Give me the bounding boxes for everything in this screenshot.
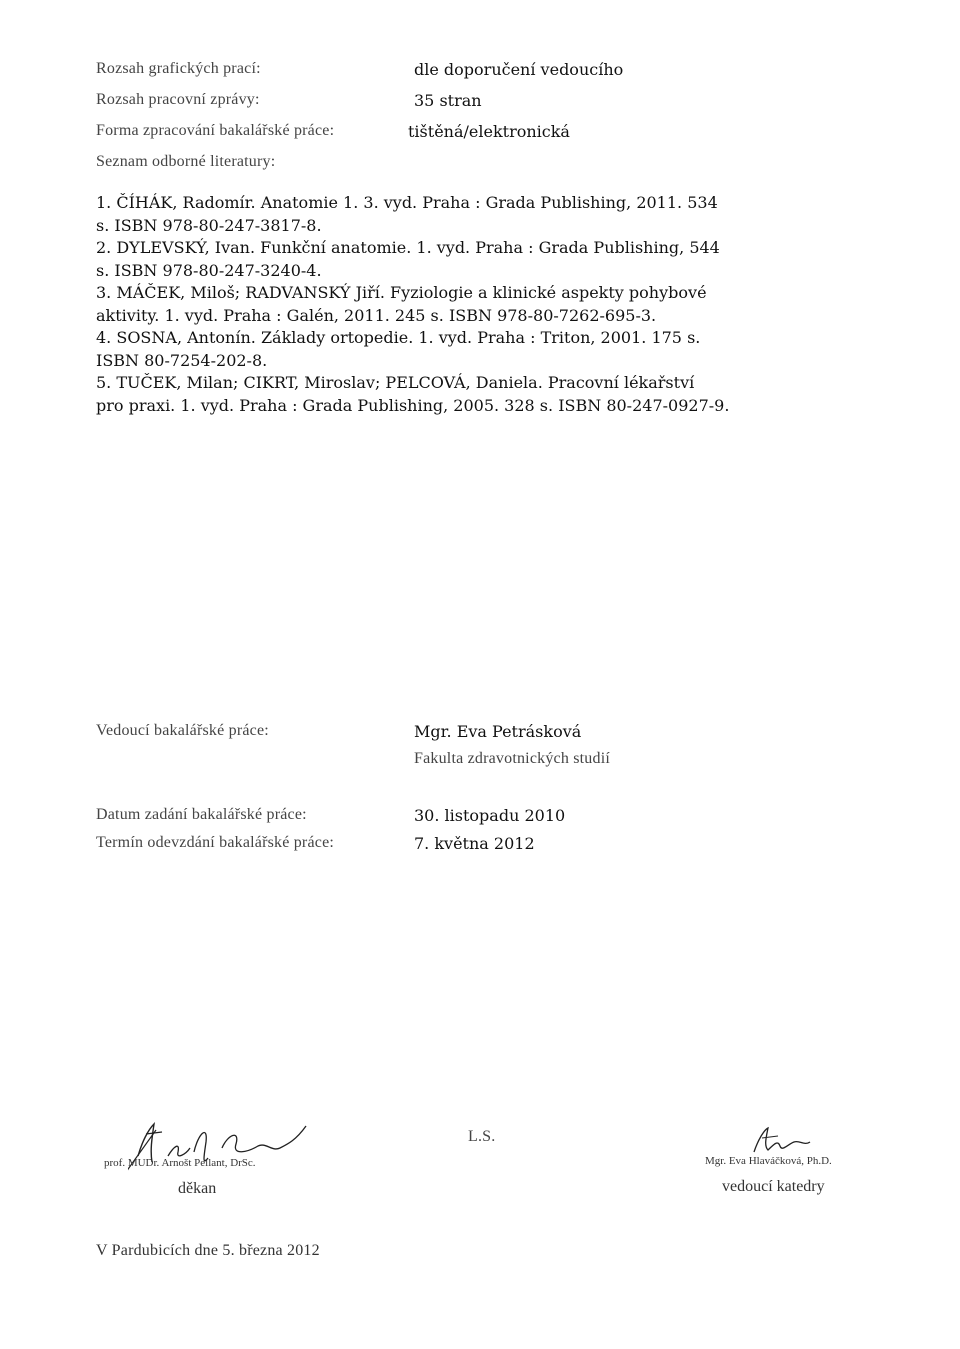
submission-date-value: 7. května 2012 [414,834,535,853]
place-date: V Pardubicích dne 5. března 2012 [96,1242,320,1259]
literature-line: pro praxi. 1. vyd. Praha : Grada Publishing, 2005. 328 s. ISBN 80-247-0927-9. [96,395,730,415]
graphics-scope-value: dle doporučení vedoucího [414,60,624,79]
literature-line: 4. SOSNA, Antonín. Základy ortopedie. 1. vyd. Praha : Triton, 2001. 175 s. [96,328,701,347]
literature-line: 1. ČÍHÁK, Radomír. Anatomie 1. 3. vyd. Praha : Grada Publishing, 2011. 534 [96,193,718,212]
literature-line: 5. TUČEK, Milan; CIKRT, Miroslav; PELCOVÁ, Daniela. Pracovní lékařství [96,373,695,392]
head-name: Mgr. Eva Hlaváčková, Ph.D. [705,1155,832,1167]
dean-signature [128,1112,328,1182]
thesis-form-value: tištěná/elektronická [408,122,570,141]
dean-role: děkan [178,1180,217,1197]
assignment-date-label: Datum zadání bakalářské práce: [96,806,307,823]
literature-line: 2. DYLEVSKÝ, Ivan. Funkční anatomie. 1. vyd. Praha : Grada Publishing, 544 [96,238,720,257]
literature-label: Seznam odborné literatury: [96,153,276,170]
report-scope-label: Rozsah pracovní zprávy: [96,91,260,108]
literature-line: s. ISBN 978-80-247-3817-8. [96,215,322,235]
literature-list [96,192,729,417]
graphics-scope-label: Rozsah grafických prací: [96,60,261,77]
head-role: vedoucí katedry [722,1178,825,1195]
assignment-date-value: 30. listopadu 2010 [414,806,566,825]
submission-date-label: Termín odevzdání bakalářské práce: [96,834,335,851]
seal-mark: L.S. [468,1128,496,1145]
literature-line: aktivity. 1. vyd. Praha : Galén, 2011. 245 s. ISBN 978-80-7262-695-3. [96,305,657,325]
dean-name: prof. MUDr. Arnošt Pellant, DrSc. [104,1157,256,1169]
literature-line: 3. MÁČEK, Miloš; RADVANSKÝ Jiří. Fyziologie a klinické aspekty pohybové [96,283,707,302]
supervisor-name: Mgr. Eva Petrásková [414,722,582,741]
supervisor-label: Vedoucí bakalářské práce: [96,722,269,739]
literature-line: ISBN 80-7254-202-8. [96,350,268,370]
supervisor-faculty: Fakulta zdravotnických studií [414,750,610,767]
thesis-form-label: Forma zpracování bakalářské práce: [96,122,335,139]
report-scope-value: 35 stran [414,91,482,110]
literature-line: s. ISBN 978-80-247-3240-4. [96,260,322,280]
